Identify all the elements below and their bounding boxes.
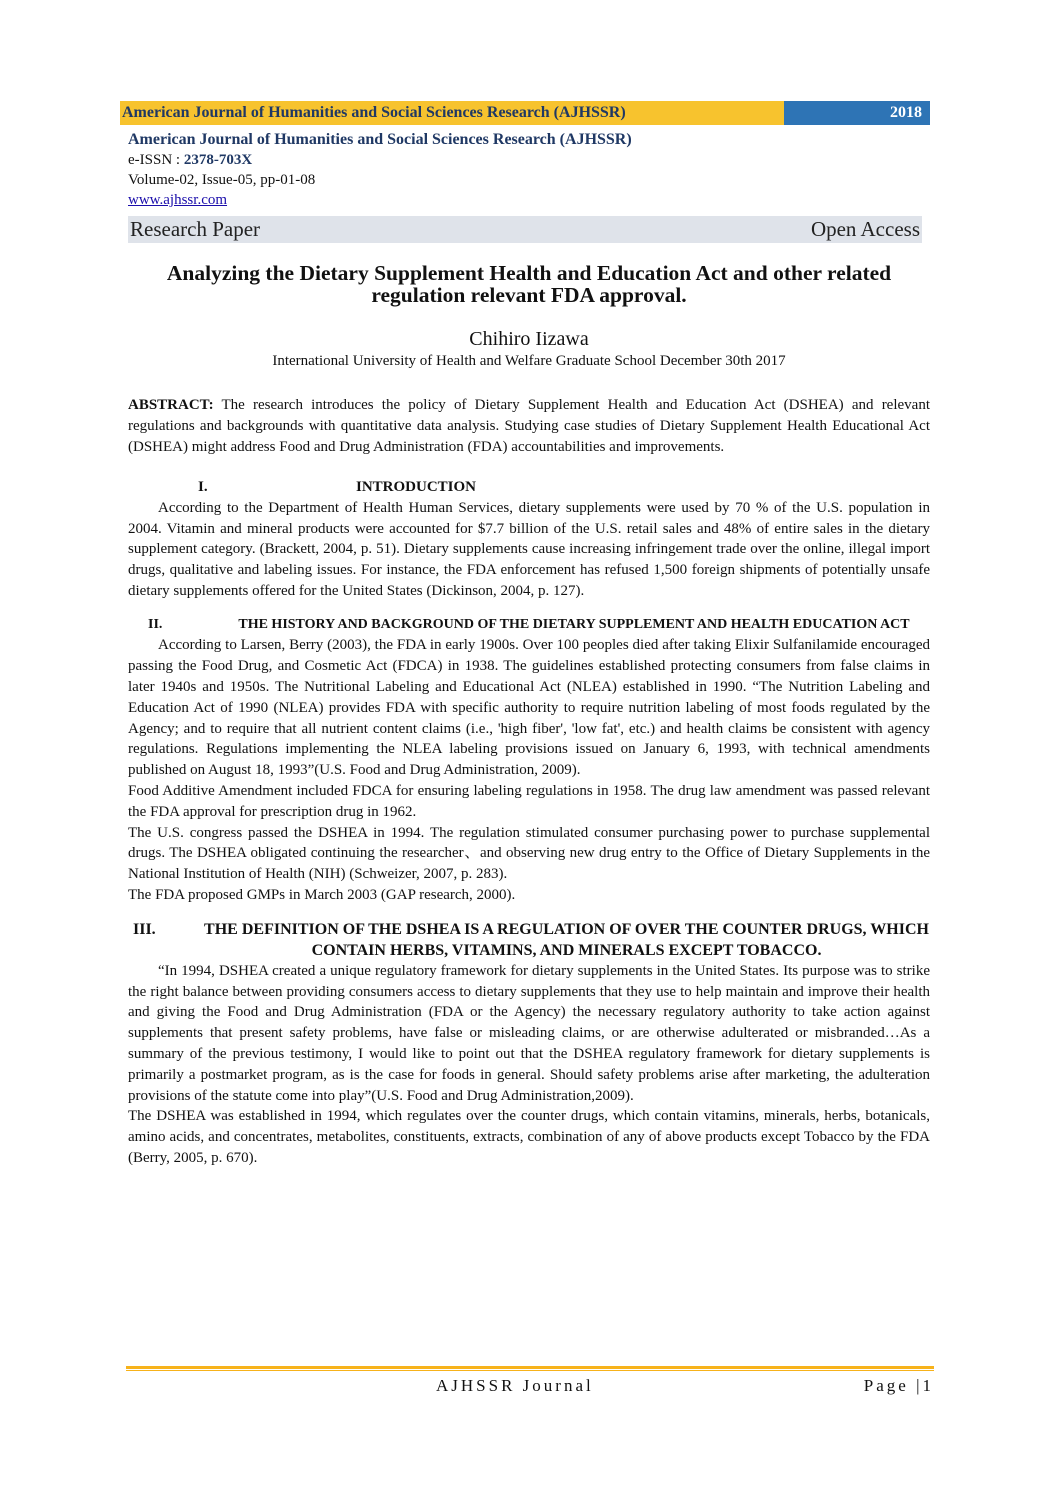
volume-info: Volume-02, Issue-05, pp-01-08 [128, 172, 316, 188]
running-header [120, 101, 930, 125]
abstract-label: ABSTRACT: [128, 397, 214, 413]
section-number: I. [198, 479, 208, 496]
abstract [128, 395, 930, 457]
masthead [128, 130, 928, 210]
section-heading [128, 919, 930, 961]
section-number: II. [148, 616, 163, 632]
author-name: Chihiro Iizawa [469, 328, 589, 350]
section-paragraph: The U.S. congress passed the DSHEA in 1994. The regulation stimulated consumer purchasing power to purchase supplemental drugs. The DSHEA obligated continuing the researcher、and observing new drug entry to the Office of Dietary Supplements in the National Institution of Health (NIH) (Schweizer, 2007, p. 283). [128, 824, 930, 883]
paper-body [128, 395, 930, 1169]
author-affiliation: International University of Health and Welfare Graduate School December 30th 2017 [272, 353, 786, 369]
section-paragraph: The FDA proposed GMPs in March 2003 (GAP research, 2000). [128, 886, 516, 903]
footer-page-number: Page |1 [863, 1376, 934, 1395]
running-header-journal: American Journal of Humanities and Social Sciences Research (AJHSSR) [120, 101, 784, 125]
footer-rule-thin [126, 1370, 934, 1371]
section-title: INTRODUCTION [356, 479, 477, 496]
section-paragraph: The DSHEA was established in 1994, which regulates over the counter drugs, which contain vitamins, minerals, herbs, botanicals, amino acids, and concentrates, metabolites, constituents, extracts, combination of any of above products except Tobacco by the FDA (Berry, 2005, p. 670). [128, 1108, 930, 1166]
section-paragraph: Food Additive Amendment included FDCA for ensuring labeling regulations in 1958. The drug law amendment was passed relevant the FDA approval for prescription drug in 1962. [128, 782, 930, 820]
journal-name: American Journal of Humanities and Social Sciences Research (AJHSSR) [128, 131, 632, 148]
section-title: THE HISTORY AND BACKGROUND OF THE DIETARY SUPPLEMENT AND HEALTH EDUCATION ACT [238, 616, 910, 632]
section-title: THE DEFINITION OF THE DSHEA IS A REGULATION OF OVER THE COUNTER DRUGS, WHICH CONTAIN HERBS, VITAMINS, AND MINERALS EXCEPT TOBACCO. [204, 920, 929, 959]
abstract-text: The research introduces the policy of Dietary Supplement Health and Education Act (DSHEA) and relevant regulations and backgrounds with quantitative data analysis. Studying case studies of Dietary Supplement Health Educational Act (DSHEA) might address Food and Drug Administration (FDA) accountabilities and improvements. [128, 397, 930, 455]
section-number: III. [133, 920, 156, 938]
section-heading [128, 477, 930, 498]
paper-type-bar [128, 216, 922, 243]
issn-label: e-ISSN : [128, 152, 184, 168]
paper-type-label: Research Paper [130, 217, 261, 241]
section-heading [128, 615, 930, 636]
running-header-year: 2018 [784, 101, 930, 125]
footer-rule [126, 1366, 934, 1369]
access-type-label: Open Access [810, 217, 920, 241]
section-paragraph: According to Larsen, Berry (2003), the FDA in early 1900s. Over 100 peoples died after taking Elixir Sulfanilamide encouraged passing the Food Drug, and Cosmetic Act (FDCA) in 1938. The guidelines established protecting consumers from false claims in later 1940s and 1950s. The Nutritional Labeling and Educational Act (NLEA) established in 1990. “The Nutrition Labeling and Education Act of 1990 (NLEA) provides FDA with specific authority to require nutrition labeling of most foods regulated by the Agency; and to require that all nutrient content claims (i.e., 'high fiber', 'low fat', etc.) and health claims be consistent with agency regulations. Regulations implementing the NLEA labeling provisions issued on January 6, 1993, with technical amendments published on August 18, 1993”(U.S. Food and Drug Administration, 2009). [128, 637, 930, 779]
issn-line [128, 150, 928, 170]
paper-title: Analyzing the Dietary Supplement Health and Education Act and other related regulation relevant FDA approval. [166, 261, 892, 307]
section-paragraph: “In 1994, DSHEA created a unique regulatory framework for dietary supplements in the United States. Its purpose was to strike the right balance between providing consumers access to dietary supplements that they use to help maintain and improve their health and giving the Food and Drug Administration (FDA or the Agency) the necessary regulatory authority to take action against supplements that present safety problems, have false or misleading claims, or are otherwise adulterated or misbranded…As a summary of the previous testimony, I would like to point out that the DSHEA regulatory framework for dietary supplements is primarily a postmarket program, as is the case for foods in general. Should safety problems arise after marketing, the adulteration provisions of the statute come into play”(U.S. Food and Drug Administration,2009). [128, 962, 930, 1104]
section-paragraph: According to the Department of Health Human Services, dietary supplements were used by 70 % of the U.S. population in 2004. Vitamin and mineral products were accounted for $7.7 billion of the U.S. retail sales and 48% of entire sales in the dietary supplement category. (Brackett, 2004, p. 51). Dietary supplements cause increasing infringement trade over the online, illegal import drugs, qualitative and labeling issues. For instance, the FDA enforcement has refused 1,500 foreign shipments of potentially unsafe dietary supplements offered for the United States (Dickinson, 2004, p. 127). [128, 499, 930, 600]
website-link[interactable]: www.ajhssr.com [128, 192, 228, 208]
page-footer [126, 1376, 934, 1398]
issn-value: 2378-703X [183, 152, 253, 168]
footer-journal: AJHSSR Journal [436, 1376, 594, 1395]
